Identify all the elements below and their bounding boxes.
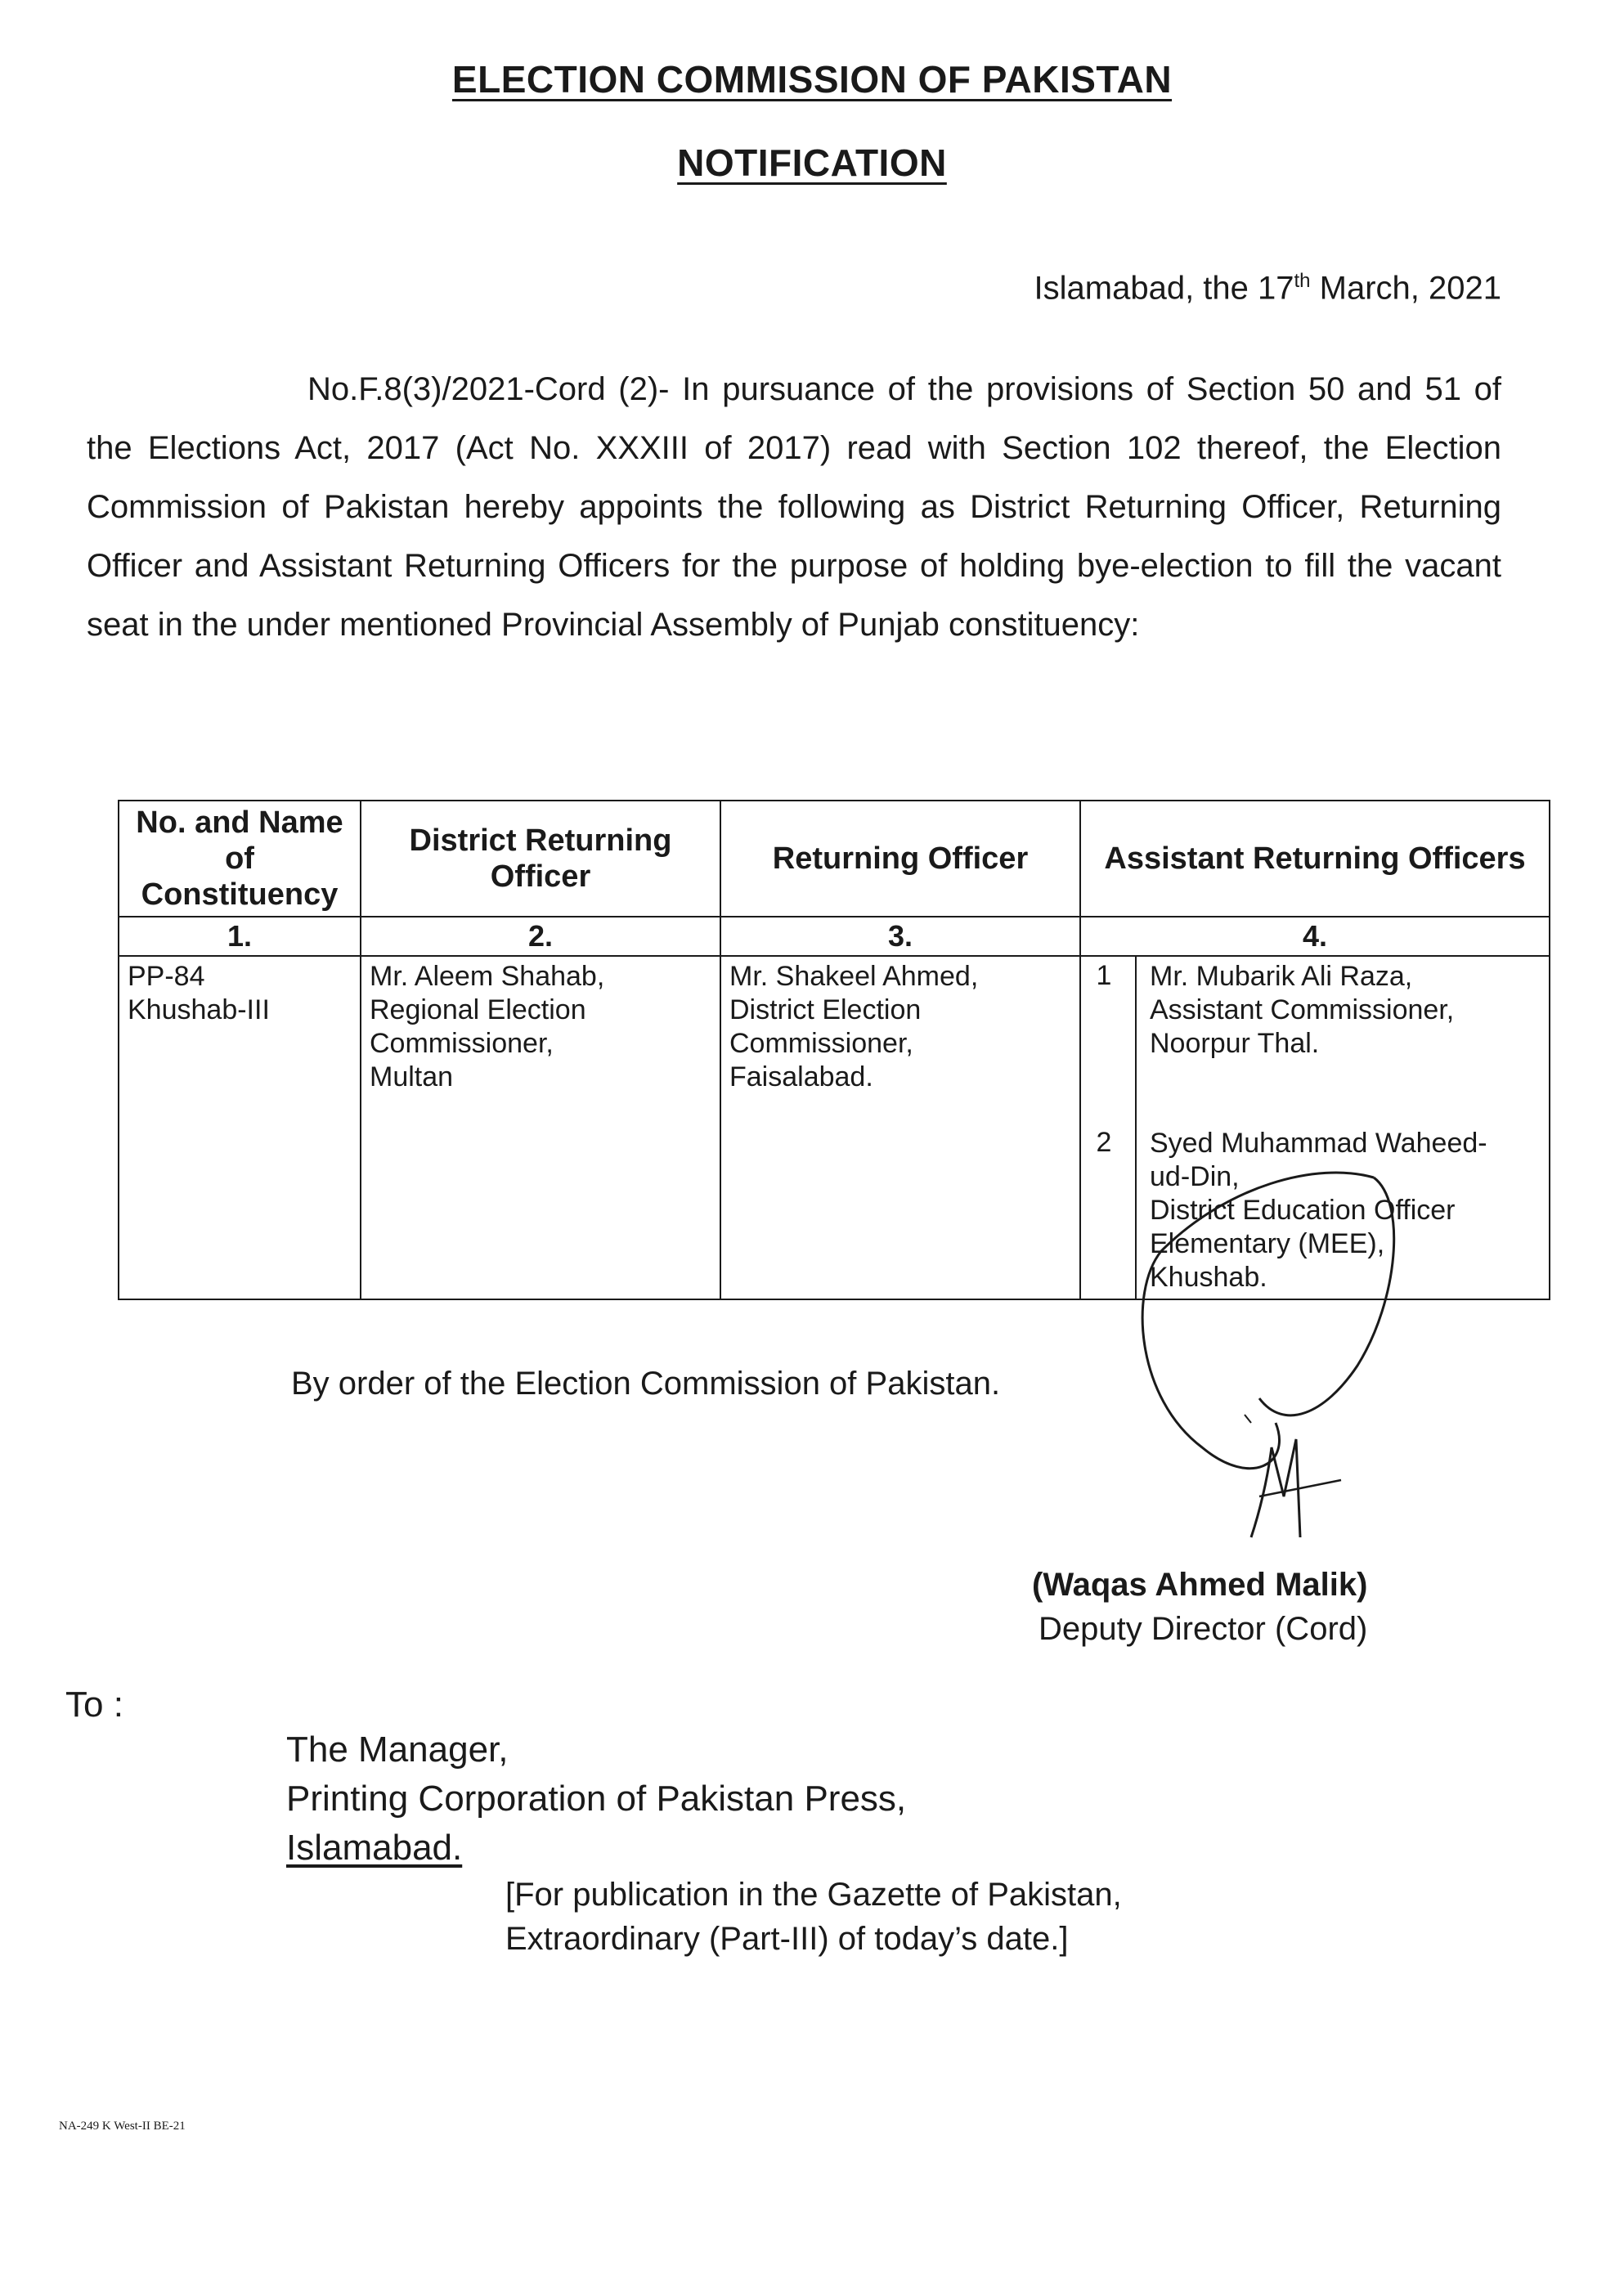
signature-mark (1128, 1153, 1423, 1578)
aro-entry (1150, 960, 1541, 1061)
aro-line: ud-Din, (1150, 1161, 1240, 1192)
aro-line: Elementary (MEE), (1150, 1228, 1385, 1259)
ro-cell (720, 956, 1080, 1299)
dro-cell (361, 956, 720, 1299)
dro-line: Commissioner, (370, 1028, 554, 1059)
place-date (1034, 270, 1501, 307)
aro-line: Assistant Commissioner, (1150, 994, 1455, 1025)
dro-line: Multan (370, 1061, 454, 1092)
to-label: To : (65, 1685, 123, 1725)
aro-number: 1 (1096, 960, 1112, 991)
column-number-row (119, 917, 1550, 956)
date-suffix: th (1294, 270, 1311, 292)
ro-line: Faisalabad. (729, 1061, 873, 1092)
aro-line: Syed Muhammad Waheed- (1150, 1128, 1487, 1159)
header-dro: District Returning Officer (361, 801, 720, 917)
publication-note: [For publication in the Gazette of Pakistan, (505, 1877, 1122, 1913)
table-header-row (119, 801, 1550, 917)
body-text: No.F.8(3)/2021-Cord (2)- In pursuance of the provisions of Section 50 and 51 of the Elections Act, 2017 (Act No. XXXIII of 2017) read with Section 102 thereof, the Election Commission of Pakistan hereby appoints the following as District Returning Officer, Returning Officer and Assistant Returning Officers for the purpose of holding bye-election to fill the vacant seat in the under mentioned Provincial Assembly of Punjab constituency: (87, 371, 1501, 643)
order-line: By order of the Election Commission of Pakistan. (291, 1366, 1001, 1402)
header-aro: Assistant Returning Officers (1080, 801, 1550, 917)
ro-line: Commissioner, (729, 1028, 913, 1059)
publication-note: Extraordinary (Part-III) of today’s date.] (505, 1921, 1069, 1957)
aro-line: Noorpur Thal. (1150, 1028, 1320, 1059)
constituency-number: PP-84 (128, 961, 205, 992)
column-number: 2. (361, 917, 720, 956)
date-rest: March, 2021 (1310, 270, 1501, 307)
recipient-line: Printing Corporation of Pakistan Press, (286, 1779, 907, 1819)
date-prefix: Islamabad, the 17 (1034, 270, 1294, 307)
dro-line: Mr. Aleem Shahab, (370, 961, 605, 992)
recipient-line: The Manager, (286, 1729, 509, 1770)
constituency-cell (119, 956, 361, 1299)
aro-line: District Education Officer (1150, 1195, 1456, 1226)
column-number: 1. (119, 917, 361, 956)
recipient-city: Islamabad. (286, 1828, 463, 1868)
document-title: ELECTION COMMISSION OF PAKISTAN (451, 58, 1173, 101)
dro-line: Regional Election (370, 994, 586, 1025)
header-ro: Returning Officer (720, 801, 1080, 917)
ro-line: District Election (729, 994, 922, 1025)
constituency-name: Khushab-III (128, 994, 270, 1025)
footer-reference: NA-249 K West-II BE-21 (59, 2120, 186, 2133)
aro-line: Khushab. (1150, 1262, 1267, 1293)
notification-body (87, 360, 1501, 654)
signatory-designation: Deputy Director (Cord) (1039, 1611, 1368, 1647)
column-number: 4. (1080, 917, 1550, 956)
signatory-name: (Waqas Ahmed Malik) (1032, 1567, 1368, 1603)
ro-line: Mr. Shakeel Ahmed, (729, 961, 979, 992)
aro-line: Mr. Mubarik Ali Raza, (1150, 961, 1413, 992)
column-number: 3. (720, 917, 1080, 956)
notification-heading: NOTIFICATION (677, 141, 947, 184)
aro-number: 2 (1096, 1127, 1112, 1158)
header-constituency: No. and Name of Constituency (119, 801, 361, 917)
